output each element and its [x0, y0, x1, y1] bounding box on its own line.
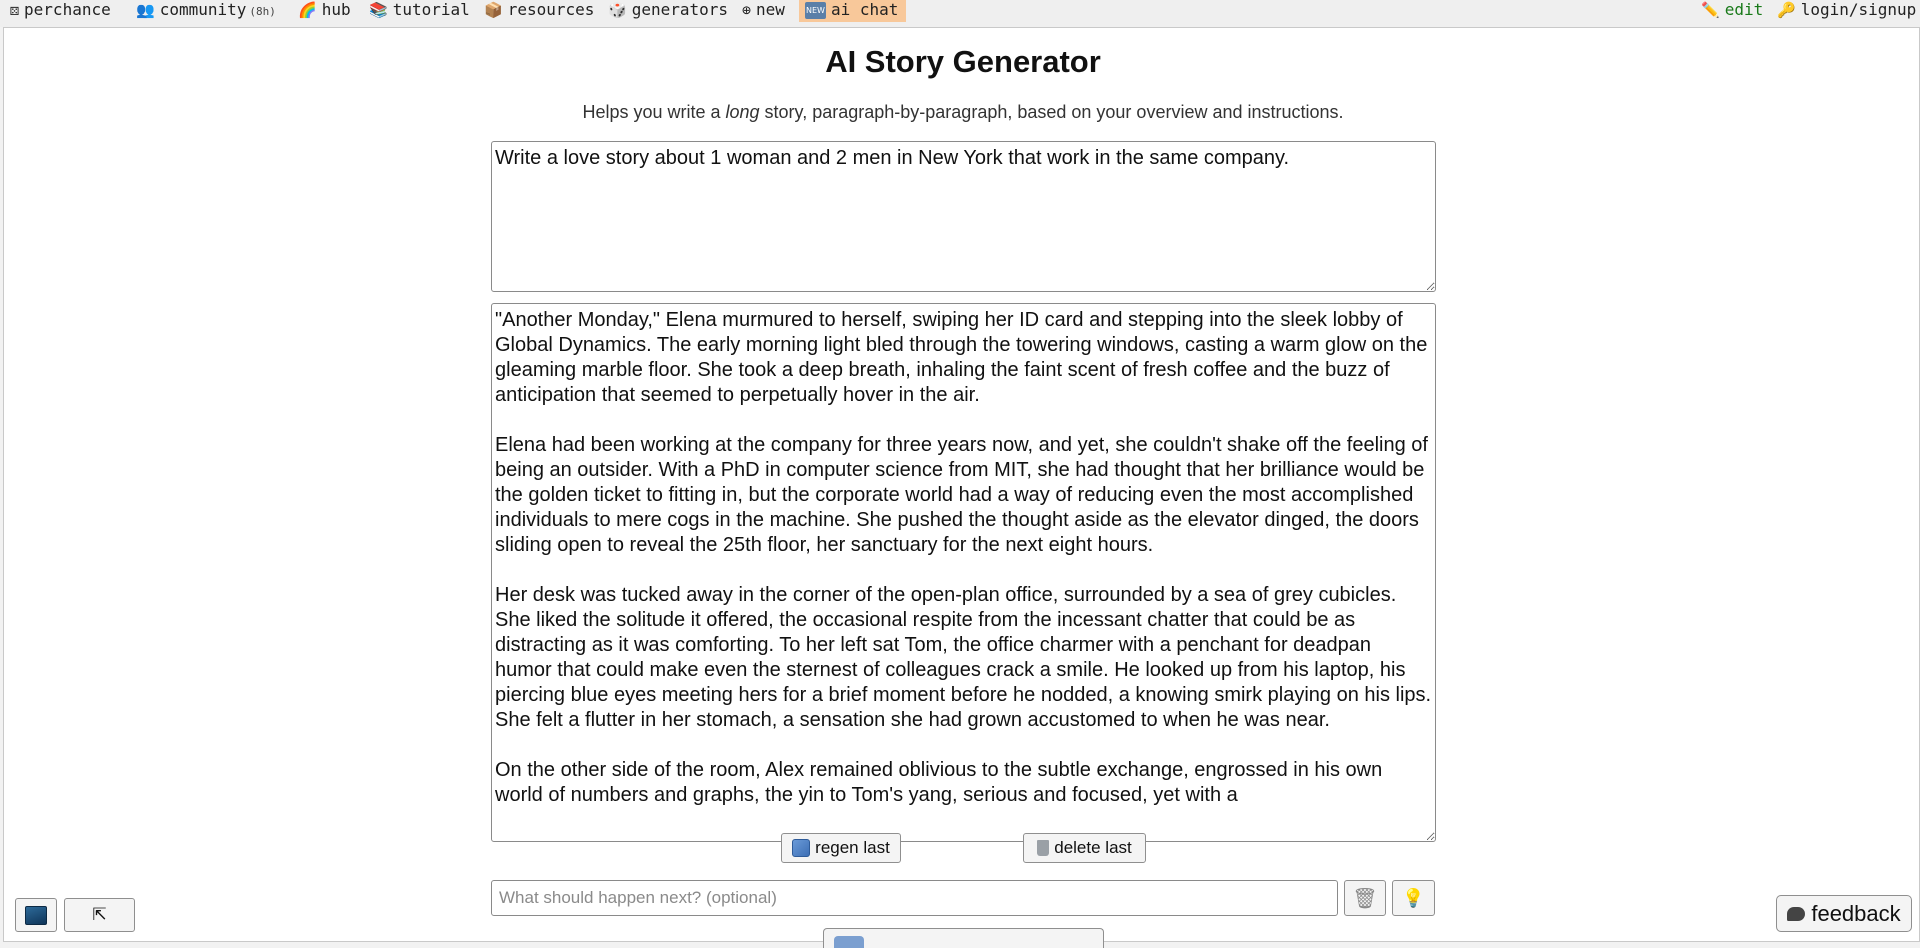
nav-generators[interactable]	[608, 0, 728, 21]
next-instruction-input[interactable]	[491, 880, 1338, 916]
nav-hub[interactable]	[298, 0, 351, 21]
new-badge-icon: NEW	[805, 2, 826, 19]
background-image-button[interactable]	[15, 898, 57, 932]
collapse-button[interactable]	[64, 898, 135, 932]
story-overview-input[interactable]	[491, 141, 1436, 292]
delete-last-label: delete last	[1054, 838, 1132, 857]
nav-hub-label: hub	[321, 0, 351, 19]
subtitle-pre: Helps you write a	[582, 102, 726, 122]
page-subtitle	[0, 102, 1920, 123]
generate-icon	[834, 936, 864, 948]
plus-circle-icon: ⊕	[742, 1, 752, 19]
regen-last-label: regen last	[815, 838, 890, 857]
nav-tutorial[interactable]	[369, 0, 470, 21]
lightbulb-icon: 💡	[1402, 887, 1425, 908]
key-icon: 🔑	[1777, 1, 1796, 19]
nav-ai-chat-label: ai chat	[831, 0, 899, 19]
nav-edit-label: edit	[1724, 0, 1764, 19]
trash-icon: 🗑	[1352, 887, 1378, 910]
regen-last-button[interactable]	[781, 833, 901, 863]
top-nav	[0, 0, 1920, 27]
speech-bubble-icon	[1787, 907, 1805, 921]
dice-icon: ⚄	[10, 1, 20, 19]
regen-icon	[792, 839, 810, 857]
delete-last-button[interactable]	[1023, 833, 1146, 863]
people-icon: 👥	[136, 1, 155, 19]
image-icon	[25, 906, 47, 925]
idea-button[interactable]	[1392, 880, 1435, 916]
nav-community[interactable]	[136, 0, 276, 21]
nav-perchance-label: perchance	[24, 0, 111, 19]
nav-community-time: (8h)	[249, 5, 276, 18]
die-icon: 🎲	[608, 1, 627, 19]
box-icon: 📦	[484, 1, 503, 19]
rainbow-icon: 🌈	[298, 1, 317, 19]
nav-community-label: community	[159, 0, 247, 19]
feedback-label: feedback	[1811, 900, 1901, 926]
feedback-button[interactable]	[1776, 895, 1912, 932]
story-output[interactable]	[491, 303, 1436, 842]
generate-button[interactable]	[823, 928, 1104, 948]
nav-resources-label: resources	[507, 0, 595, 19]
nav-ai-chat[interactable]	[799, 0, 906, 22]
nav-new-label: new	[756, 0, 785, 19]
page-title: AI Story Generator	[825, 44, 1101, 79]
subtitle-post: story, paragraph-by-paragraph, based on your overview and instructions.	[759, 102, 1344, 122]
nav-login[interactable]	[1777, 0, 1916, 21]
nav-login-label: login/signup	[1800, 0, 1917, 19]
nav-perchance[interactable]	[10, 0, 111, 21]
nav-resources[interactable]	[484, 0, 594, 21]
arrow-up-left-icon: ⇱	[92, 905, 107, 924]
books-icon: 📚	[369, 1, 388, 19]
nav-edit[interactable]	[1701, 0, 1763, 21]
trash-icon	[1037, 840, 1049, 856]
nav-generators-label: generators	[631, 0, 729, 19]
nav-tutorial-label: tutorial	[392, 0, 470, 19]
clear-instruction-button[interactable]	[1344, 880, 1386, 916]
nav-new[interactable]	[742, 0, 785, 21]
pencil-icon: ✏️	[1701, 1, 1720, 19]
subtitle-emphasis: long	[725, 102, 760, 122]
